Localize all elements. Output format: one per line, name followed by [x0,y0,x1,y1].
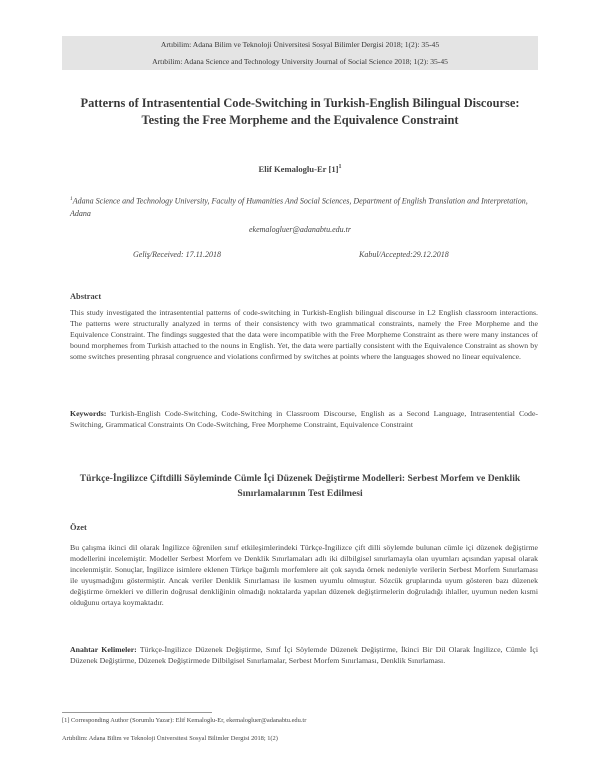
keywords-text: Turkish-English Code-Switching, Code-Switching in Classroom Discourse, English as a Second Language, Intrasentential Code-Switching, Grammatical Constraints On Code-Switching, Free Morpheme Constraint, Equivalence Constraint [70,409,539,430]
paper-title: Patterns of Intrasentential Code-Switching in Turkish-English Bilingual Discourse: Testing the Free Morpheme and the Equivalence Constraint [80,96,520,127]
turkish-title: Türkçe-İngilizce Çiftdilli Söyleminde Cümle İçi Düzenek Değiştirme Modelleri: Serbest Morfem ve Denklik Sınırlamalarının Test Edilmesi [79,473,521,499]
page-footer: Artıbilim: Adana Bilim ve Teknoloji Üniversitesi Sosyal Bilimler Dergisi 2018; 1(2) [62,735,278,742]
author-email: ekemalogluer@adanabtu.edu.tr [248,225,351,234]
journal-header-line-tr: Artıbilim: Adana Bilim ve Teknoloji Üniversitesi Sosyal Bilimler Dergisi 2018; 1(2): 35-45 [160,40,440,49]
author-superscript: 1 [338,164,342,171]
journal-header-line-en: Artıbilim: Adana Science and Technology University Journal of Social Science 2018; 1(2): 35-45 [152,57,448,66]
ozet-text: Bu çalışma ikinci dil olarak İngilizce öğrenilen sınıf etkileşimlerindeki Türkçe-İngilizce çift dilli söylemde bulunan cümle içi düzenek değiştirme modellerini incelemiştir. Modeller Serbest Morfem ve Denklik Sınırlamaları adlı iki dilbilgisel sınırlamayla olan uyumları açısından yapısal olarak incelenmiştir. Sonuçlar, İngilizce isimlere eklenen Türkçe bağımlı morfemlere ait çok sayıda örnek nedeniyle verilerin Serbest Morfem Sınırlaması ile uyuşmadığını göstermiştir. Ancak veriler Denklik Sınırlaması ile kısmen uyumlu olmuştur. Sözcük gruplarında uyum gösteren bazı düzenek değiştirme örnekleri ve dillerin doğrusal denkliğinin olmadığı noktalarda yapılan düzenek değiştirmelerin doğruladığı ihlaller, uyumun neden kısmi olduğunu ortaya koymaktadır. [70,543,538,608]
author-name: Elif Kemaloglu-Er [1] [258,164,339,174]
keywords-label: Keywords: [70,409,107,418]
anahtar-kelimeler-text: Türkçe-İngilizce Düzenek Değiştirme, Sınıf İçi Söylemde Düzenek Değiştirme, İkinci Bir Dil Olarak İngilizce, Cümle İçi Düzenek Değiştirme, Düzenek Değiştirmede Dilbilgisel Sınırlamalar, Serbest Morfem Sınırlaması, Denklik Sınırlaması. [70,645,538,666]
abstract-heading: Abstract [70,292,102,301]
affiliation-text: Adana Science and Technology University, Faculty of Humanities And Social Sciences, Department of English Translation and Interpretation, Adana [70,196,528,218]
footnote: [1] Corresponding Author (Sorumlu Yazar): Elif Kemaloglu-Er, ekemalogluer@adanabtu.edu.tr [62,717,307,724]
keywords-paragraph [70,408,538,430]
anahtar-kelimeler-paragraph [70,644,538,666]
footnote-divider [62,712,212,713]
author-line [62,164,538,174]
ozet-heading: Özet [70,523,87,532]
affiliation-superscript: 1 [70,196,73,202]
anahtar-kelimeler-label: Anahtar Kelimeler: [70,645,137,654]
journal-header [62,36,538,70]
received-date: Geliş/Received: 17.11.2018 [133,250,222,259]
affiliation [70,193,538,220]
accepted-date: Kabul/Accepted:29.12.2018 [359,250,449,259]
abstract-text: This study investigated the intrasentential patterns of code-switching in Turkish-English bilingual discourse in L2 English classroom interactions. The patterns were structurally analyzed in terms of their consistency with two grammatical constraints, namely the Free Morpheme and the Equivalence Constraint. The findings suggested that the data were incompatible with the Free Morpheme Constraint as there were many instances of bound morphemes from Turkish attached to the nouns in English. Yet, the data were partially consistent with the Equivalence Constraint as shown by some switches presenting phrasal congruence and violations confirmed by switches at points where the languages showed no linear equivalence. [70,308,538,362]
